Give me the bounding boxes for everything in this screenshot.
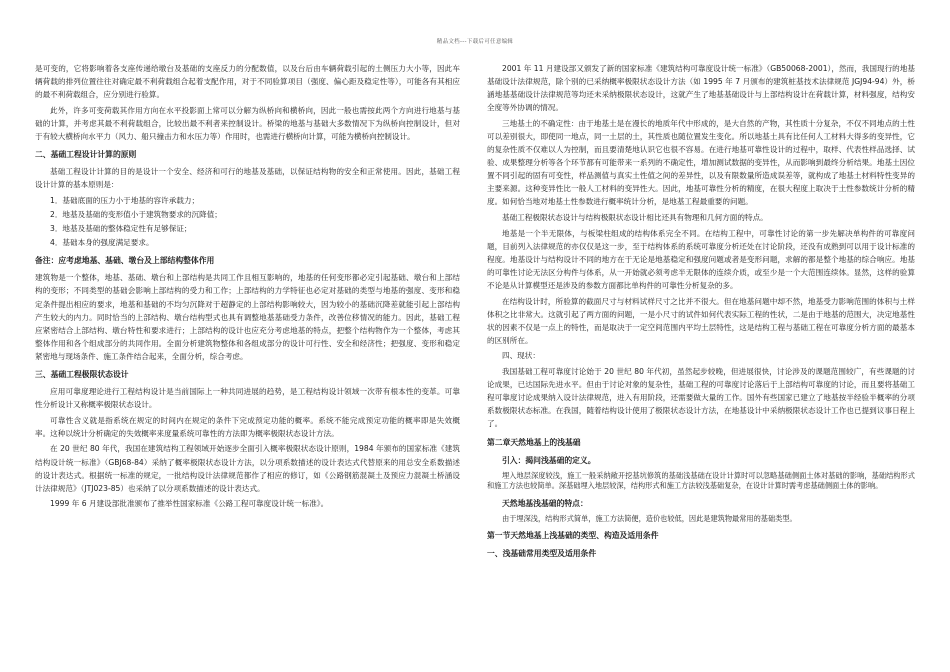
- paragraph: 埋入地层深度较浅，施工一般采纳敞开挖基坑修筑的基础浅基础在设计计算时可以忽略基础侧面土体对基础的影响，基础结构形式和施工方法也较简单。深基础埋入地层较深，结构形式和施工方法较浅基础复杂，在设计计算时需考虑基础侧面土体的影响。: [487, 470, 915, 491]
- page-header: 精品文档---下载后可任意编辑: [436, 39, 514, 45]
- paragraph: 在 20 世纪 80 年代，我国在建筑结构工程领域开始逐步全面引入概率极限状态设计原则，1984 年颁布的国家标准《建筑结构设计统一标准》（GBJ68-84）采纳了概率极限状态设计方法，以分项系数描述的设计表达式代替原来的用总安全系数描述的设计表达式。根据统一标准的规定，一批结构设计法律规范都作了相应的修订，如《公路钢筋混凝土及预应力混凝土桥涵设计法律规范》（JTJ023-85）也采纳了以分项系数描述的设计表达式。: [35, 444, 460, 493]
- subheading: 天然地基浅基础的特点：: [502, 498, 588, 508]
- paragraph: 基础工程极限状态设计与结构极限状态设计相比还具有物理和几何方面的特点。: [502, 213, 768, 223]
- paragraph: 由于埋深浅，结构形式简单，施工方法简便，造价也较低，因此是建筑物最常用的基础类型。: [502, 513, 797, 523]
- section-heading: 二、基础工程设计计算的原则: [35, 150, 137, 160]
- list-item: 3．地基及基础的整体稳定性有足够保证；: [50, 224, 192, 234]
- paragraph: 2001 年 11 月建设部又颁发了新的国家标准《建筑结构可靠度设计统一标准》（GB50068-2001），然而，我国现行的地基基础设计法律规范，除个别的已采纳概率极限状态设计方法（如 1995 年 7 月颁布的建筑桩基技术法律规范 JGJ94-94）外，桥涵地基基础设计法律规范等均还未采纳极限状态设计，这就产生了地基基础设计与上部结构设计在荷载计算，材料强度，结构安全度等外协调的情况。: [487, 64, 915, 113]
- paragraph: 建筑物是一个整体，地基、基础、墩台和上部结构是共同工作且相互影响的，地基的任何变形都必定引起基础、墩台和上部结构的变形；不同类型的基础会影响上部结构的受力和工作；上部结构的力学特征也必定对基础的类型与地基的强度、变形和稳定条件提出相应的要求，地基和基础的不均匀沉降对于超静定的上部结构影响较大，因为较小的基础沉降差就能引起上部结构产生较大的内力。同时恰当的上部结构、墩台结构型式也具有调整地基基础受力条件，改善位移情况的能力。因此，基础工程应紧密结合上部结构、墩台特性和要求进行；上部结构的设计也应充分考虑地基的特点，把整个结构物作为一个整体，考虑其整体作用和各个组成部分的共同作用。全面分析建筑物整体和各组成部分的设计可行性、安全和经济性；把强度、变形和稳定紧密地与现场条件、施工条件结合起来，全面分析，综合考虑。: [35, 273, 460, 361]
- subheading: 引入：揭问浅基础的定义。: [502, 455, 596, 465]
- section-heading: 一、浅基础常用类型及适用条件: [487, 549, 597, 559]
- chapter-heading: 第二章天然地基上的浅基础: [487, 437, 581, 447]
- paragraph: 可靠性含义就是指系统在规定的时间内在规定的条件下完成预定功能的概率。系统不能完成预定功能的概率即是失效概率。这种以统计分析确定的失效概率来度量系统可靠性的方法即为概率极限状态设计方法。: [35, 415, 460, 438]
- right-column: [487, 62, 915, 564]
- paragraph: 基础工程设计计算的目的是设计一个安全、经济和可行的地基及基础，以保证结构物的安全和正常使用。因此，基础工程设计计算的基本原则是：: [35, 167, 460, 190]
- paragraph: 我国基础工程可靠度讨论始于 20 世纪 80 年代初，虽然起步较晚，但进展很快，讨论涉及的课题范围较广，有些课题的讨论成果，已达国际先进水平。但由于讨论对象的复杂性，基础工程的可靠度讨论落后于上部结构可靠度的讨论，而且要将基础工程可靠度讨论成果纳入设计法律规范，进入有用阶段，还需要做大量的工作。国外有些国家已建立了地基按半经验半概率的分项系数极限状态标准。在我国，随着结构设计使用了极限状态设计方法，在地基设计中采纳极限状态设计工作也已提到议事日程上了。: [487, 367, 915, 429]
- paragraph: 四、现状：: [502, 351, 540, 361]
- list-item: 4．基础本身的强度满足要求。: [50, 238, 154, 248]
- section-heading: 备注：应考虑地基、基础、墩台及上部结构整体作用: [35, 256, 215, 266]
- paragraph: 1999 年 6 月建设部批准颁布了推举性国家标准《公路工程可靠度设计统一标准》。: [50, 499, 329, 509]
- paragraph: 是可变的，它将影响着各支座传递给墩台及基础的支座反力的分配数值，以及台后由车辆荷载引起的土侧压力大小等，因此车辆荷载的排列位置往往对确定最不利荷载组合起着支配作用，对于不同验算项目（强度、偏心距及稳定性等），可能各有其相应的最不利荷载组合，应分别进行验算。: [35, 64, 460, 100]
- list-item: 1．基础底面的压力小于地基的容许承载力；: [50, 195, 200, 205]
- section-heading: 第一节天然地基上浅基础的类型、构造及适用条件: [487, 531, 659, 541]
- section-heading: 三、基础工程极限状态设计: [35, 369, 129, 379]
- paragraph: 应用可靠度理论进行工程结构设计是当前国际上一种共同进展的趋势，是工程结构设计领域一次带有根本性的变革。可靠性分析设计又称概率极限状态设计。: [35, 387, 460, 410]
- left-column: [35, 62, 460, 513]
- paragraph: 此外，许多可变荷载其作用方向在水平投影面上常可以分解为纵桥向和横桥向，因此一般也需按此两个方向进行地基与基础的计算，并考虑其最不利荷载组合，比较出最不利者来控制设计。桥梁的地基与基础大多数情况下为纵桥向控制设计，但对于有较大横桥向水平力（风力、船只撞击力和水压力等）作用时，也需进行横桥向计算，可能为横桥向控制设计。: [35, 105, 460, 141]
- paragraph: 三地基土的不确定性：由于地基土是在漫长的地质年代中形成的，是大自然的产物，其性质十分复杂，不仅不同地点的土性可以差别很大，即使同一地点，同一土层的土，其性质也随位置发生变化。所以地基土具有比任何人工材料大得多的变异性，它的复杂性质不仅难以人为控制，而且要清楚地认识它也很不容易。在进行地基可靠性设计的过程中，取样、代表性样品选择、试验、成果整理分析等各个环节都有可能带来一系列的不确定性，增加测试数据的变异性，从而影响到最终分析结果。地基土因位置不同引起的固有可变性，样品测值与真实土性值之间的差异性，以及有限数量所造成误差等，就构成了地基土材料特性变异的主要来源。这种变异性比一般人工材料的变异性大。因此，地基可靠性分析的精度，在很大程度上取决于土性参数统计分析的精度。如何恰当地对地基土性参数进行概率统计分析，是地基工程最重要的问题。: [487, 118, 915, 207]
- list-item: 2．地基及基础的变形值小于建筑物要求的沉降值；: [50, 209, 222, 219]
- paragraph: 在结构设计时，所验算的截面尺寸与材料试样尺寸之比并不很大。但在地基问题中却不然，地基受力影响范围的体积与土样体积之比非常大。这就引起了两方面的问题，一是小尺寸的试件如何代表实际工程的性状，二是由于地基的范围大，决定地基性状的因素不仅是一点上的特性，而是取决于一定空间范围内平均土层特性，这是结构工程与基础工程在可靠度分析方面的最基本的区别所在。: [487, 296, 915, 345]
- paragraph: 地基是一个半无限体，与板梁柱组成的结构体系完全不同。在结构工程中，可靠性讨论的第一步先解决单构件的可靠度问题，目前列入法律规范的亦仅仅是这一步，至于结构体系的系统可靠度分析还处在讨论阶段，还没有成熟到可以用于设计标准的程度。地基设计与结构设计不同的地方在于无论是地基稳定和强度问题或者是变形问题，求解的都是整个地基的综合响应。地基的可靠性讨论无法区分构件与体系，从一开始就必须考虑半无限体的连续介质，或至少是一个大范围连续体。显然，这样的验算不论是从计算模型还是涉及的参数方面都比单构件的可靠性分析复杂的多。: [487, 228, 915, 290]
